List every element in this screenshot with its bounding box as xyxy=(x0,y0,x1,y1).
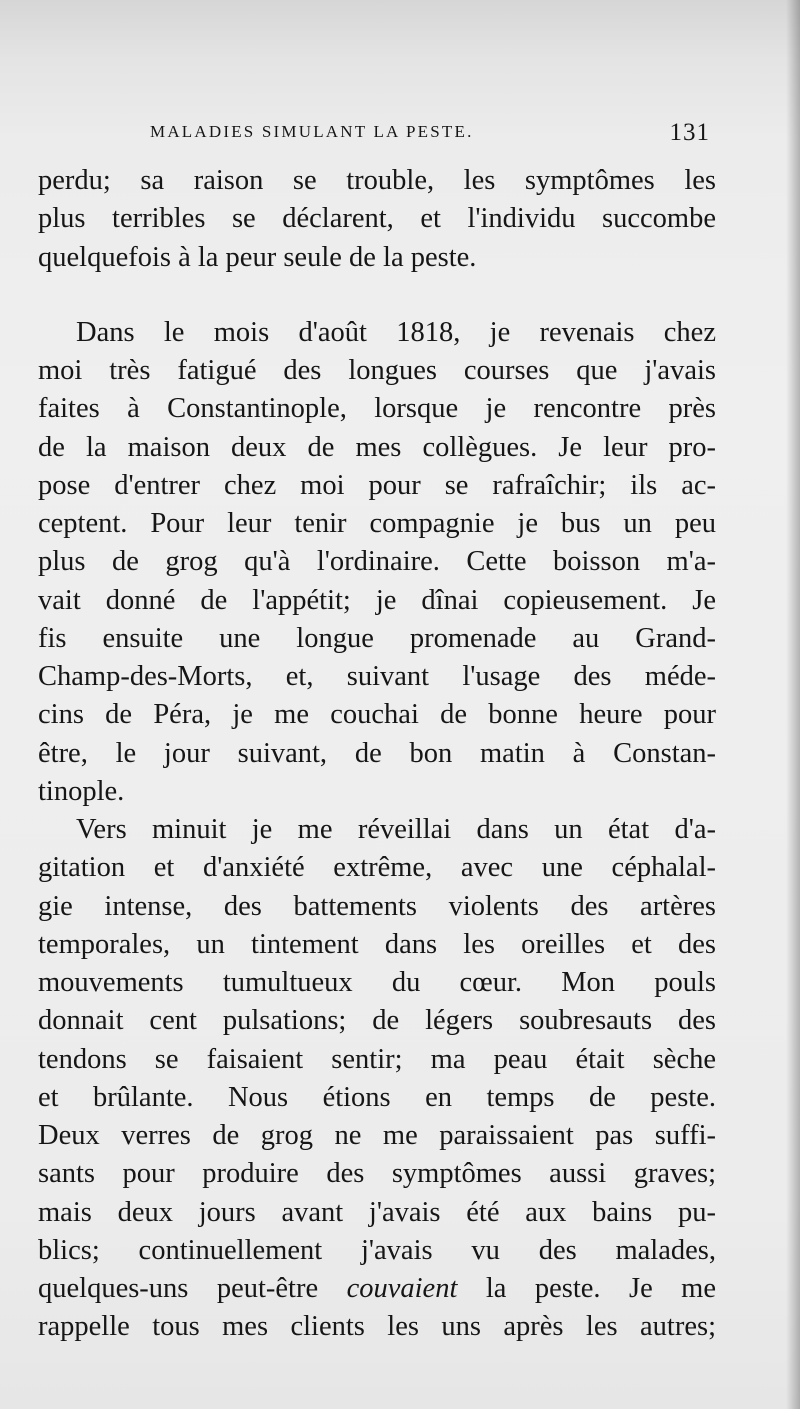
text-line: Deux verres de grog ne me paraissaient pas suffi- xyxy=(38,1120,716,1151)
text-line: gie intense, des battements violents des artères xyxy=(38,890,716,922)
page-number: 131 xyxy=(669,119,710,146)
text-line: être, le jour suivant, de bon matin à Constan- xyxy=(38,737,716,769)
text-line: fis ensuite une longue promenade au Grand- xyxy=(38,622,716,654)
italic-word: couvaient xyxy=(346,1273,458,1304)
text-line: tinople. xyxy=(38,775,125,807)
text-segment: la peste. Je me xyxy=(457,1273,716,1304)
text-line: temporales, un tintement dans les oreilles et des xyxy=(38,928,716,960)
paragraph-1 xyxy=(38,162,716,277)
text-segment: quelques-uns peut-être xyxy=(38,1273,347,1304)
page-header xyxy=(150,119,710,152)
text-line: sants pour produire des symptômes aussi graves; xyxy=(38,1158,716,1190)
paragraph-3 xyxy=(38,811,716,1347)
text-line: tendons se faisaient sentir; ma peau était sèche xyxy=(38,1043,716,1075)
text-line: mouvements tumultueux du cœur. Mon pouls xyxy=(38,967,716,998)
text-line: de la maison deux de mes collègues. Je leur pro- xyxy=(38,431,716,463)
text-line: donnait cent pulsations; de légers soubresauts des xyxy=(38,1005,716,1037)
running-head: MALADIES SIMULANT LA PESTE. xyxy=(150,122,474,141)
text-line: Vers minuit je me réveillai dans un état d'a- xyxy=(76,814,716,845)
text-line: blics; continuellement j'avais vu des malades, xyxy=(38,1234,716,1266)
text-line: et brûlante. Nous étions en temps de peste. xyxy=(38,1081,716,1113)
text-line: gitation et d'anxiété extrême, avec une céphalal- xyxy=(38,852,716,884)
text-line: rappelle tous mes clients les uns après les autres; xyxy=(38,1311,716,1343)
text-line: faites à Constantinople, lorsque je rencontre près xyxy=(38,393,716,425)
paragraph-gap xyxy=(38,277,716,314)
text-line: plus terribles se déclarent, et l'individu succombe xyxy=(38,203,716,235)
text-line: cins de Péra, je me couchai de bonne heure pour xyxy=(38,699,716,731)
text-line: pose d'entrer chez moi pour se rafraîchir; ils ac- xyxy=(38,469,716,501)
text-line: quelquefois à la peur seule de la peste. xyxy=(38,241,477,273)
text-line: moi très fatigué des longues courses que j'avais xyxy=(38,355,716,386)
body-text xyxy=(38,162,716,1347)
text-line: ceptent. Pour leur tenir compagnie je bus un peu xyxy=(38,508,716,539)
text-line: perdu; sa raison se trouble, les symptômes les xyxy=(38,165,716,196)
text-line: Champ-des-Morts, et, suivant l'usage des méde- xyxy=(38,661,716,692)
text-line-with-italic xyxy=(38,1270,716,1308)
text-line: vait donné de l'appétit; je dînai copieusement. Je xyxy=(38,584,716,616)
text-line: plus de grog qu'à l'ordinaire. Cette boisson m'a- xyxy=(38,546,716,578)
text-line: mais deux jours avant j'avais été aux bains pu- xyxy=(38,1196,716,1228)
text-line: Dans le mois d'août 1818, je revenais chez xyxy=(76,316,716,348)
paragraph-2 xyxy=(38,314,716,811)
